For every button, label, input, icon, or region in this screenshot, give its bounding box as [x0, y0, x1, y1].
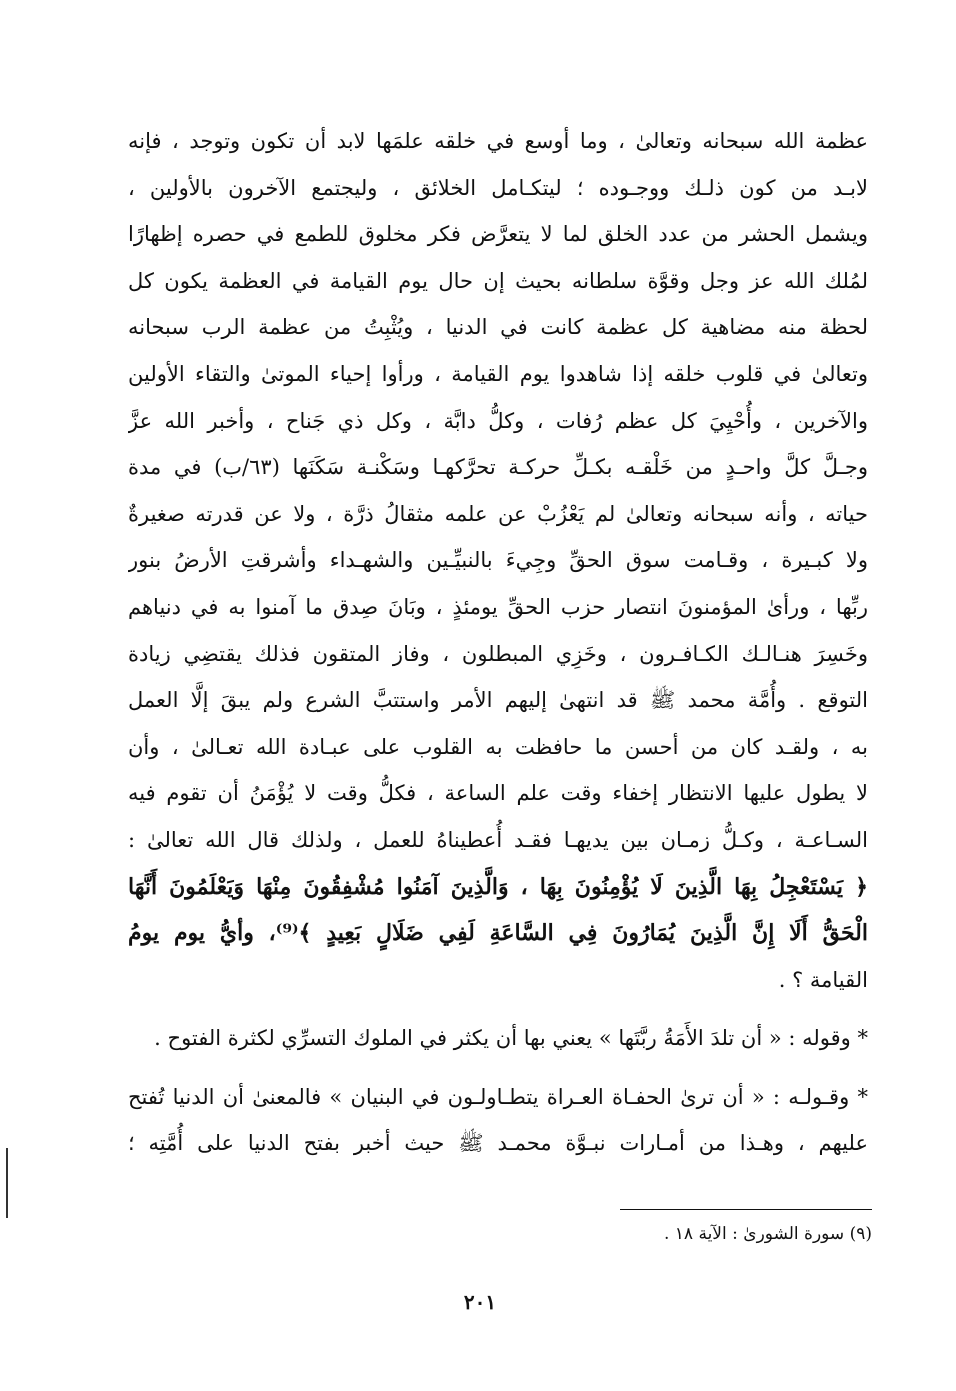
text-line: وجـلَّ كلَّ واحـدٍ من خَلْقـه بكـلِّ حركـة تحرَّكهـا وسَكْنـة سَكَنَها (٦٣/ب) في مدة — [128, 455, 868, 480]
text-line: ربِّها ، ورأىٰ المؤمنونَ انتصار حزب الحقِّ يومئذٍ ، وبَانَ صِدق ما آمنوا به في دنياهم — [128, 594, 868, 619]
bullet-paragraph — [128, 1015, 868, 1062]
text-line: وتعالىٰ في قلوب خلقه إذا شاهدوا يوم القيامة ، ورأوا إحياء الموتىٰ والتقاء الأولين — [128, 361, 868, 386]
text-line: حياته ، وأنه سبحانه وتعالىٰ لم يَعْزُبْ عن علمه مثقالُ ذرَّة ، ولا عن قدرته صغيرةٌ — [128, 501, 868, 526]
text-line: لا يطول عليها الانتظار إخفاء وقت علم الساعة ، فكلُّ وقت لا يُؤْمَنُ أن تقوم فيه — [128, 781, 868, 806]
quran-verse-line: ﴿ يَسْتَعْجِلُ بِهَا الَّذِينَ لَا يُؤْمِنُونَ بِهَا ، وَالَّذِينَ آمَنُوا مُشْفِقُونَ مِنْهَا وَيَعْلَمُونَ أَنَّهَا — [128, 873, 868, 900]
bullet-line: * وقوله : « أن تلدَ الأَمَةُ ربَّتَها » يعني بها أن يكثر في الملوك التسرِّي لكثرة الفتوح . — [154, 1026, 868, 1051]
quran-verse-line: الْحَقُّ أَلَا إِنَّ الَّذِينَ يُمَارُونَ فِي السَّاعَةِ لَفِي ضَلَالٍ بَعِيدٍ ﴾⁽⁹⁾، وأيُّ يوم يومُ — [128, 920, 868, 947]
bullet-line: * وقـولـه : « أن ترىٰ الحفـاة العـراة يتطـاولـون في البنيان » فالمعنىٰ أن الدنيا تُفتح — [128, 1084, 868, 1109]
text-line: ويشمل الحشر من عدد الخلق لما لا يتعرَّض فكر مخلوق للطمع في حصره إظهارًا — [128, 222, 868, 247]
bullet-line: عليهم ، وهـذا من أمـارات نبـوَّة محمـد ﷺ حيث أخبر بفتح الدنيا على أُمَّتِه ؛ — [128, 1131, 868, 1156]
text-line: لمُلك الله عز وجل وقوَّة سلطانه بحيث إن حال يوم القيامة في العظمة يكون كل — [128, 268, 868, 293]
bullet-paragraph — [128, 1074, 868, 1167]
footnote-separator — [620, 1209, 872, 1210]
text-line: السـاعـة ، وكـلُّ زمـان بين يديهـا فقـد أُعطيناهُ للعمل ، ولذلك قال الله تعالىٰ : — [128, 827, 868, 852]
text-line: ولا كبـيرة ، وقـامت سوق الحقِّ وجِيءَ بالنبيِّـين والشهـداء وأشرقتِ الأرضُ بنور — [128, 548, 868, 573]
page-number: ٢٠١ — [463, 1290, 497, 1314]
footnote: (٩) سورة الشورىٰ : الآية ١٨ . — [663, 1224, 872, 1244]
scan-edge-mark — [6, 1148, 8, 1218]
text-line: عظمة الله سبحانه وتعالىٰ ، وما أوسع في خلقه علمَها لابد أن تكون وتوجد ، فإنه — [128, 129, 868, 153]
main-text — [128, 118, 868, 1167]
text-line: لحظة منه مضاهية كل عظمة كانت في الدنيا ، ويُثْبِتُ من عظمة الرب سبحانه — [128, 315, 868, 340]
text-line: التوقع . وأُمَّة محمد ﷺ قد انتهىٰ إليهم الأمر واستتبَّ الشرع ولم يبقَ إلَّا العمل — [128, 688, 868, 713]
text-line: به ، ولقـد كان من أحسن ما حافظت به القلوب على عبـادة الله تعـالىٰ ، وأن — [128, 734, 868, 759]
text-line: لابـد من كون ذلـك ووجـوده ؛ ليتكـامل الخلائق ، وليجتمع الآخرون بالأولين ، — [128, 175, 868, 200]
text-line: والآخرين ، وأُحْيِيَ كل عظم رُفات ، وكلُّ دابَّة ، وكل ذي جَناح ، وأخبر الله عزَّ — [128, 408, 868, 433]
text-line: وخَسِرَ هنـالـك الكـافـرون ، وخَزِي المبطلون ، وفاز المتقون فذلك يقتضِي زيادة — [128, 641, 868, 666]
text-line: القيامة ؟ . — [778, 967, 868, 992]
